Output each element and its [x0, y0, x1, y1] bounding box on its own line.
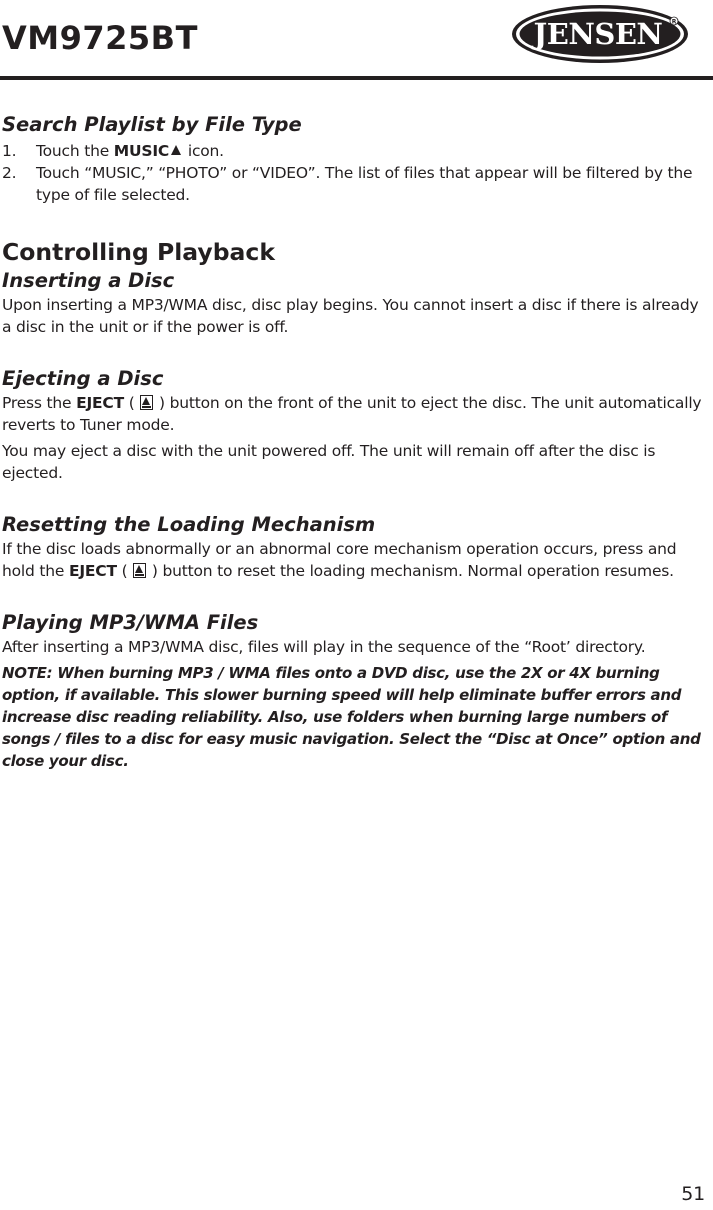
controlling-playback-section: [2, 236, 710, 772]
model-number: VM9725BT: [2, 19, 198, 57]
eject-label: EJECT: [68, 562, 117, 580]
page-content: [2, 112, 710, 772]
ejecting-disc-heading: Ejecting a Disc: [2, 367, 164, 390]
search-playlist-section: [2, 112, 710, 206]
controlling-playback-heading: Controlling Playback: [2, 238, 275, 266]
resetting-heading: Resetting the Loading Mechanism: [2, 513, 376, 536]
inserting-disc-body: Upon inserting a MP3/WMA disc, disc play begins. You cannot insert a disc if there is already a disc in the unit or if the power is off.: [2, 296, 699, 336]
search-playlist-heading: Search Playlist by File Type: [2, 113, 302, 136]
step-number: 1.: [2, 142, 17, 160]
eject-icon: [140, 395, 153, 410]
jensen-logo: [510, 4, 690, 64]
step-number: 2.: [2, 164, 17, 182]
ejecting-disc-para-2: You may eject a disc with the unit powered off. The unit will remain off after the disc is ejected.: [2, 442, 656, 482]
eject-label: EJECT: [76, 394, 124, 412]
list-item: 1. Touch the MUSIC icon.: [2, 142, 224, 160]
up-triangle-icon: [171, 145, 181, 155]
resetting-body: If the disc loads abnormally or an abnormal core mechanism operation occurs, press and hold the EJECT ( ) button to reset the loading mechanism. Normal operation resumes.: [2, 540, 677, 580]
page-number: 51: [681, 1183, 705, 1205]
eject-icon: [133, 563, 146, 578]
logo-wordmark: JENSEN: [533, 17, 663, 51]
inserting-disc-heading: Inserting a Disc: [2, 269, 175, 292]
music-label: MUSIC: [113, 142, 170, 160]
search-steps-list: [2, 140, 710, 206]
playing-mp3-heading: Playing MP3/WMA Files: [2, 611, 259, 634]
header-rule: [0, 76, 713, 80]
page-header: [0, 0, 713, 82]
burning-note: NOTE: When burning MP3 / WMA files onto a DVD disc, use the 2X or 4X burning option, if available. This slower burning speed will help eliminate buffer errors and increase disc reading reliability. Also, use folders when burning large numbers of songs / files to a disc for easy music navigation. Select the “Disc at Once” option and close your disc.: [2, 664, 701, 770]
playing-mp3-body: After inserting a MP3/WMA disc, files will play in the sequence of the “Root’ directory.: [2, 638, 646, 656]
ejecting-disc-para-1: Press the EJECT ( ) button on the front of the unit to eject the disc. The unit automatically reverts to Tuner mode.: [2, 394, 702, 434]
list-item: 2. Touch “MUSIC,” “PHOTO” or “VIDEO”. The list of files that appear will be filtered by the type of file selected.: [2, 164, 693, 204]
svg-text:R: R: [671, 18, 677, 26]
